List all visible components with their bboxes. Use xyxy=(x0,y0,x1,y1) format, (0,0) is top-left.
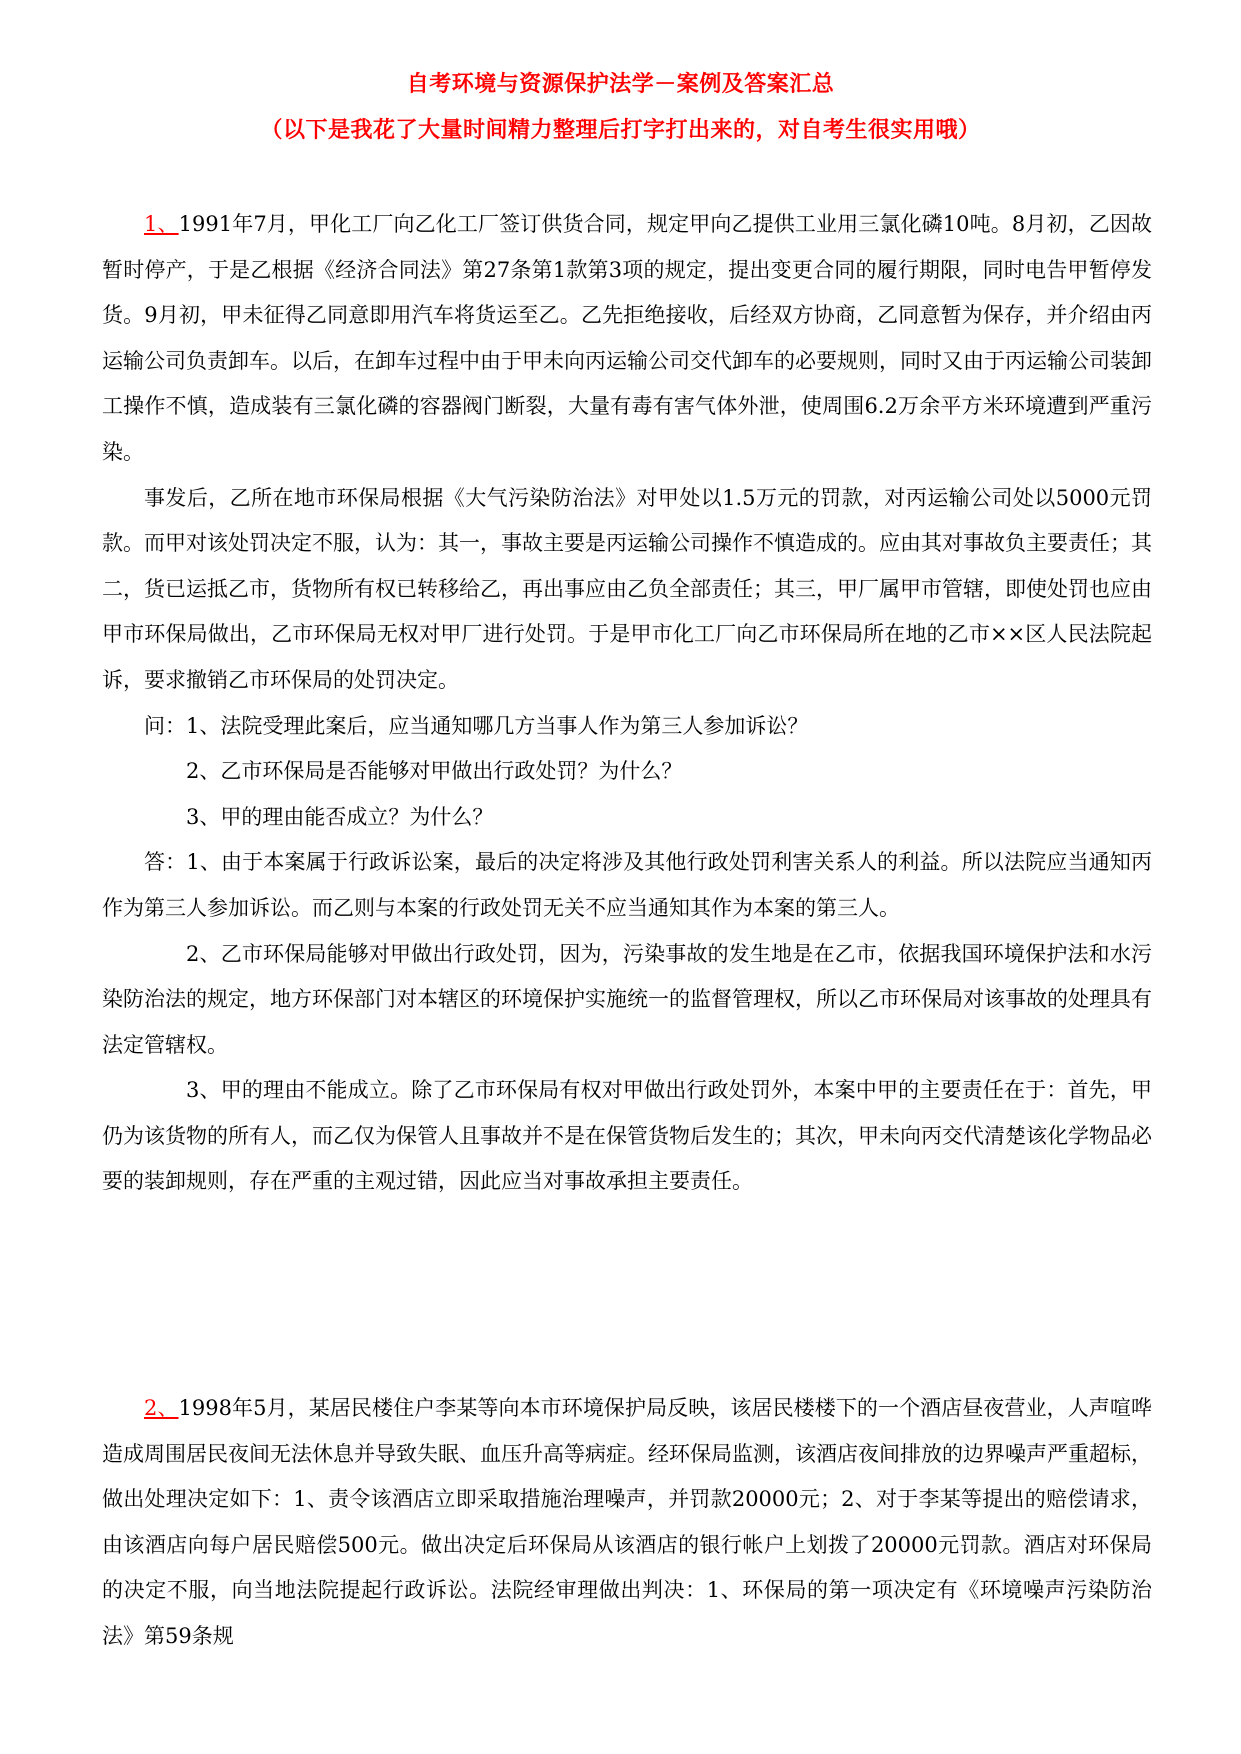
case-1-question-1: 问：1、法院受理此案后，应当通知哪几方当事人作为第三人参加诉讼？ xyxy=(144,713,809,738)
case-2 xyxy=(102,1386,1152,1660)
case-1-answer-2: 2、乙市环保局能够对甲做出行政处罚，因为，污染事故的发生地是在乙市，依据我国环境保护法和水污染防治法的规定，地方环保部门对本辖区的环境保护实施统一的监督管理权，所以乙市环保局对该事故的处理具有法定管辖权。 xyxy=(102,941,1152,1057)
document-subtitle: （以下是我花了大量时间精力整理后打字打出来的，对自考生很实用哦） xyxy=(260,117,981,143)
case-1-answer-3: 3、甲的理由不能成立。除了乙市环保局有权对甲做出行政处罚外，本案中甲的主要责任在于：首先，甲仍为该货物的所有人，而乙仅为保管人且事故并不是在保管货物后发生的；其次，甲未向丙交代清楚该化学物品必要的装卸规则，存在严重的主观过错，因此应当对事故承担主要责任。 xyxy=(102,1078,1152,1194)
case-1 xyxy=(102,202,1152,1205)
case-1-answer-1: 答：1、由于本案属于行政诉讼案，最后的决定将涉及其他行政处罚利害关系人的利益。所以法院应当通知丙作为第三人参加诉讼。而乙则与本案的行政处罚无关不应当通知其作为本案的第三人。 xyxy=(102,850,1152,920)
case-2-intro-text: 1998年5月，某居民楼住户李某等向本市环境保护局反映，该居民楼楼下的一个酒店昼夜营业，人声喧哗造成周围居民夜间无法休息并导致失眠、血压升高等病症。经环保局监测，该酒店夜间排放的边界噪声严重超标，做出处理决定如下：1、责令该酒店立即采取措施治理噪声，并罚款20000元；2、对于李某等提出的赔偿请求，由该酒店向每户居民赔偿500元。做出决定后环保局从该酒店的银行帐户上划拨了20000元罚款。酒店对环保局的决定不服，向当地法院提起行政诉讼。法院经审理做出判决：1、环保局的第一项决定有《环境噪声污染防治法》第59条规 xyxy=(102,1396,1152,1648)
case-1-number: 1、 xyxy=(144,212,179,236)
case-1-question-3: 3、甲的理由能否成立？为什么？ xyxy=(186,804,494,829)
case-1-intro-text: 1991年7月，甲化工厂向乙化工厂签订供货合同，规定甲向乙提供工业用三氯化磷10吨。8月初，乙因故暂时停产，于是乙根据《经济合同法》第27条第1款第3项的规定，提出变更合同的履行期限，同时电告甲暂停发货。9月初，甲未征得乙同意即用汽车将货运至乙。乙先拒绝接收，后经双方协商，乙同意暂为保存，并介绍由丙运输公司负责卸车。以后，在卸车过程中由于甲未向丙运输公司交代卸车的必要规则，同时又由于丙运输公司装卸工操作不慎，造成装有三氯化磷的容器阀门断裂，大量有毒有害气体外泄，使周围6.2万余平方米环境遭到严重污染。 xyxy=(102,212,1152,464)
case-2-intro xyxy=(102,1386,1152,1660)
case-1-paragraph-2: 事发后，乙所在地市环保局根据《大气污染防治法》对甲处以1.5万元的罚款，对丙运输公司处以5000元罚款。而甲对该处罚决定不服，认为：其一，事故主要是丙运输公司操作不慎造成的。应由其对事故负主要责任；其二，货已运抵乙市，货物所有权已转移给乙，再出事应由乙负全部责任；其三，甲厂属甲市管辖，即使处罚也应由甲市环保局做出，乙市环保局无权对甲厂进行处罚。于是甲市化工厂向乙市环保局所在地的乙市××区人民法院起诉，要求撤销乙市环保局的处罚决定。 xyxy=(102,485,1152,692)
document-title: 自考环境与资源保护法学－案例及答案汇总 xyxy=(406,71,835,97)
case-2-number: 2、 xyxy=(144,1396,179,1420)
case-1-intro xyxy=(102,202,1152,476)
case-1-question-2: 2、乙市环保局是否能够对甲做出行政处罚？为什么？ xyxy=(186,759,683,784)
